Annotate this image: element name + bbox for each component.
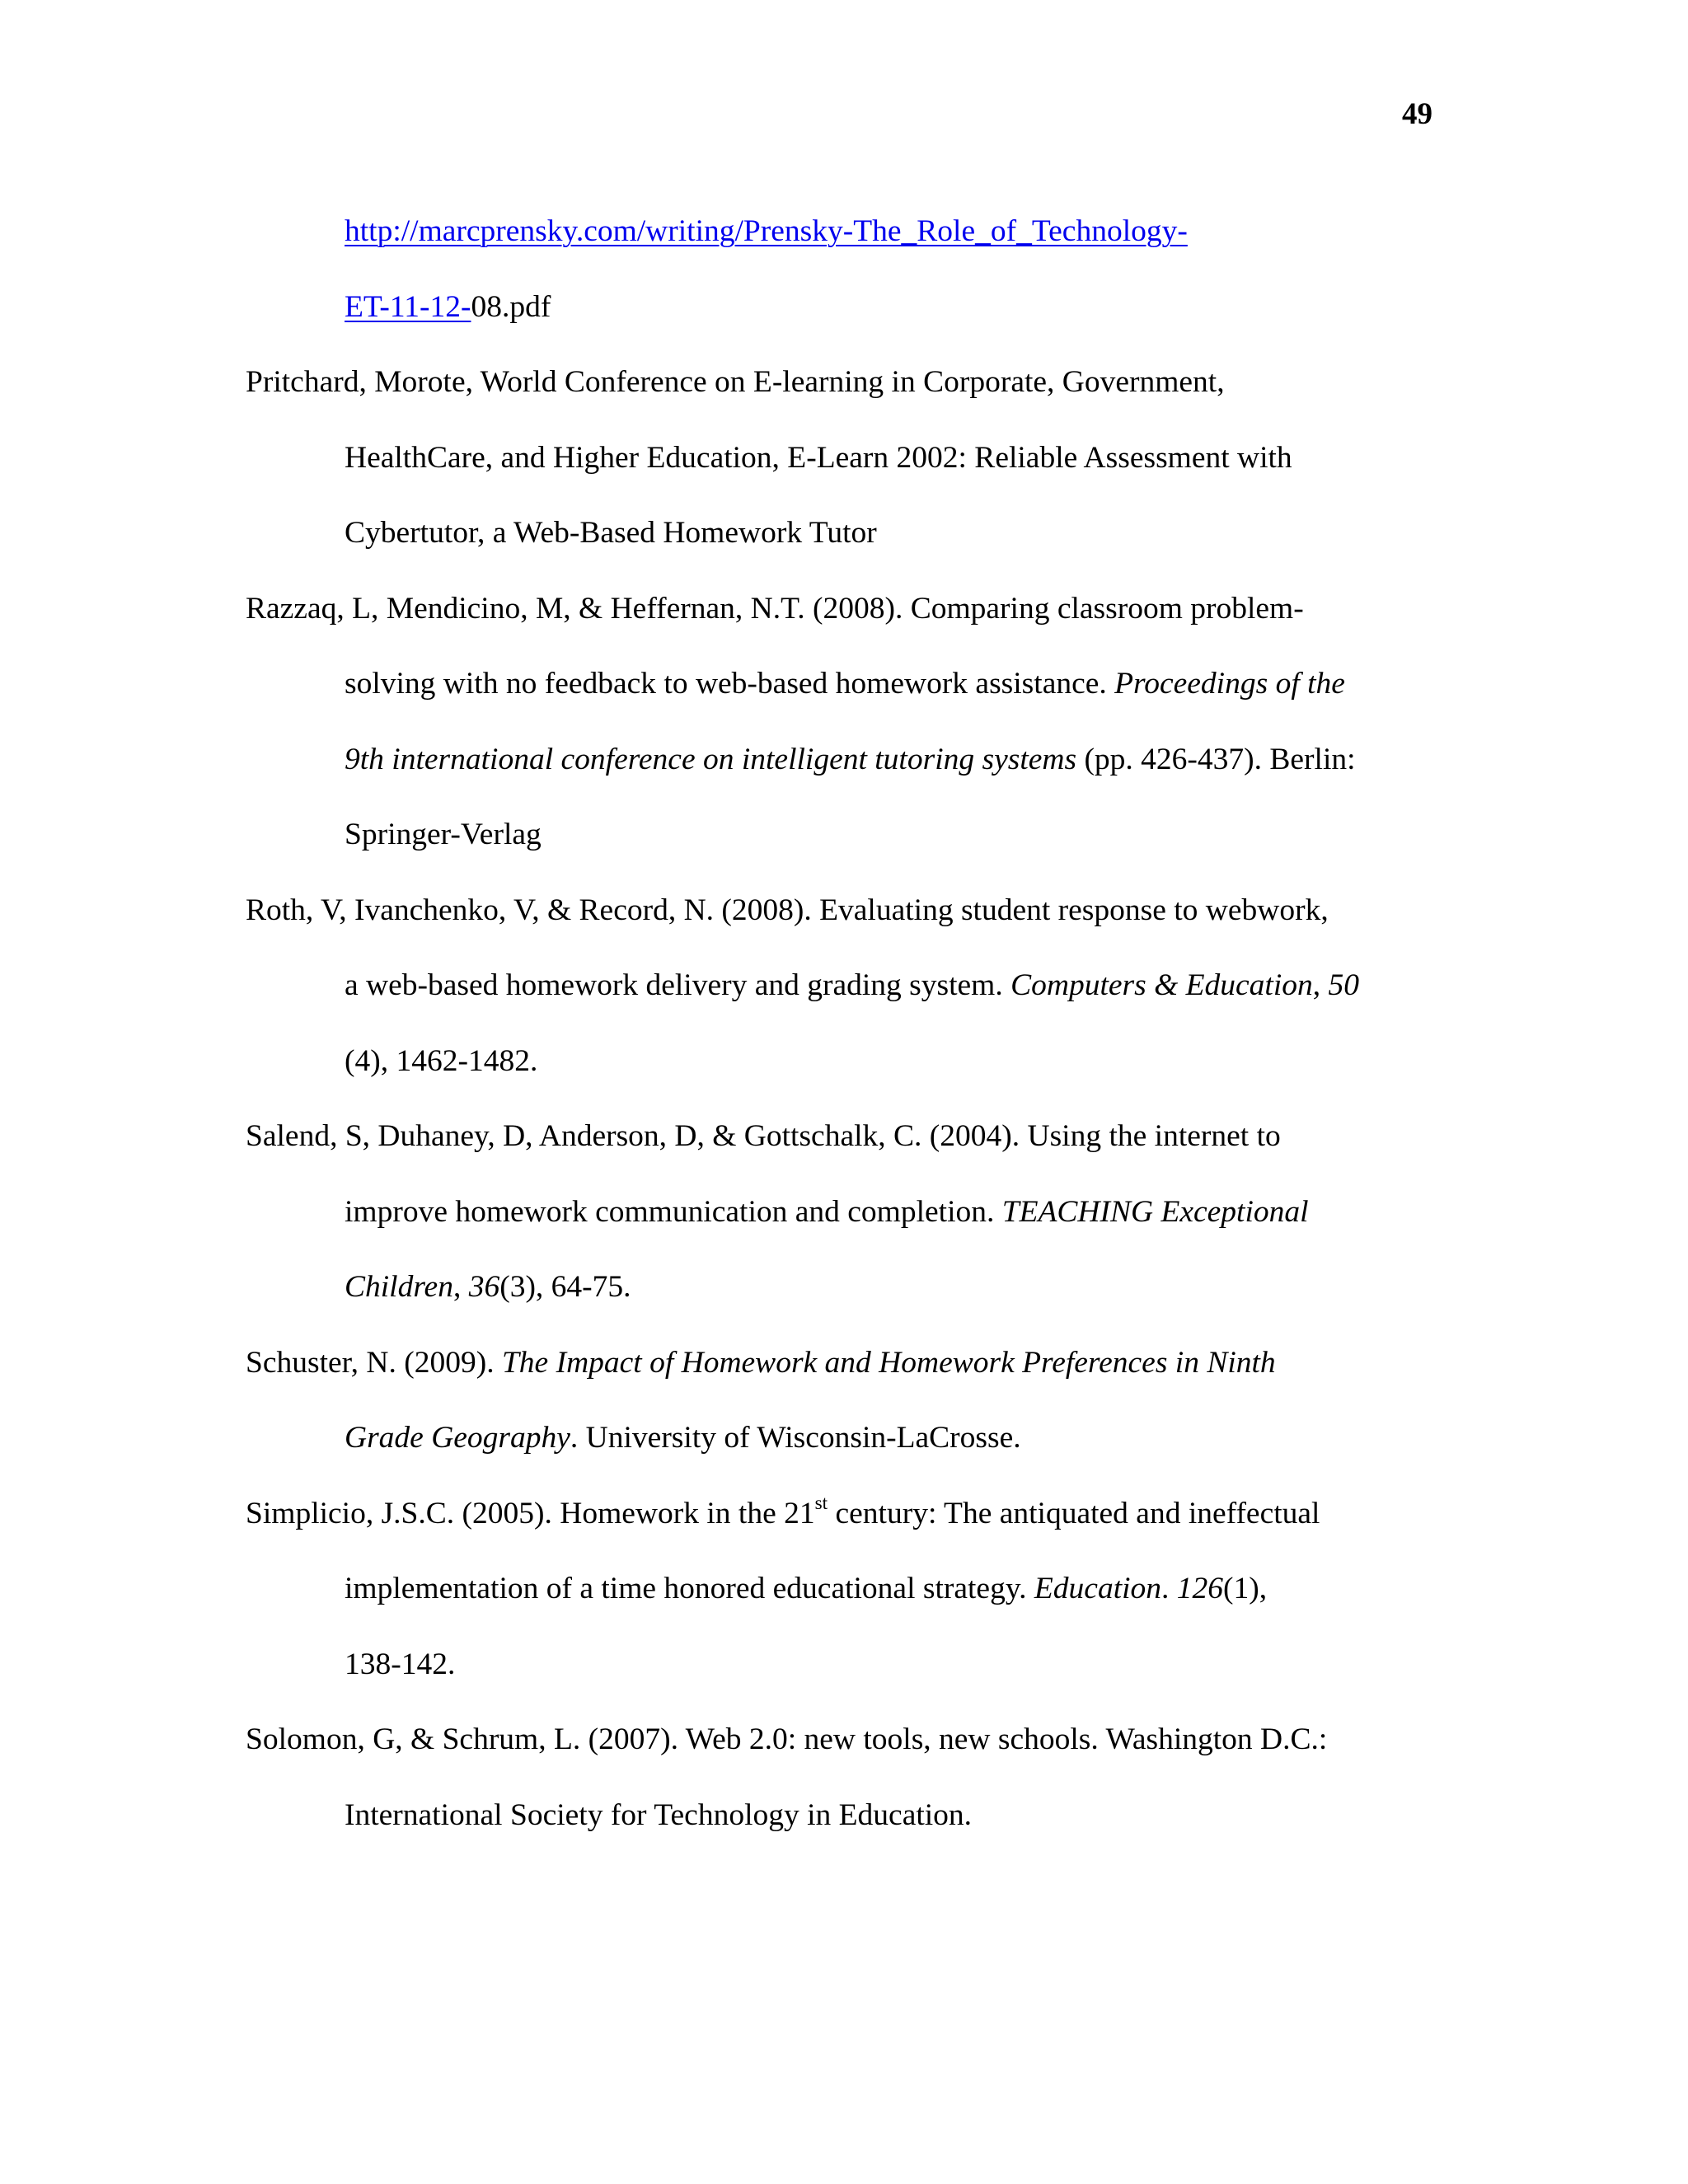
reference-roth bbox=[246, 873, 1449, 1099]
razzaq-text: solving with no feedback to web-based homework assistance. bbox=[345, 667, 1115, 701]
reference-line bbox=[345, 194, 1449, 269]
reference-line bbox=[345, 1551, 1449, 1627]
simplicio-volume: 126 bbox=[1176, 1572, 1224, 1605]
reference-prensky-continuation bbox=[246, 194, 1449, 344]
reference-simplicio bbox=[246, 1476, 1449, 1703]
reference-line bbox=[345, 1249, 1449, 1325]
reference-line: Cybertutor, a Web-Based Homework Tutor bbox=[345, 516, 877, 550]
schuster-author: Schuster, N. (2009). bbox=[246, 1345, 502, 1380]
reference-list bbox=[246, 194, 1449, 1853]
prensky-url-link-continued[interactable]: ET-11-12- bbox=[345, 289, 471, 324]
schuster-title-continued: Grade Geography bbox=[345, 1421, 570, 1455]
reference-line bbox=[345, 722, 1449, 798]
razzaq-proceedings-title-continued: 9th international conference on intelligent tutoring systems bbox=[345, 742, 1077, 776]
schuster-title: The Impact of Homework and Homework Preferences in Ninth bbox=[501, 1345, 1276, 1380]
simplicio-separator: . bbox=[1161, 1572, 1177, 1605]
reference-line bbox=[345, 948, 1449, 1024]
reference-line: Pritchard, Morote, World Conference on E-learning in Corporate, Government, bbox=[246, 365, 1225, 399]
reference-line: Roth, V, Ivanchenko, V, & Record, N. (2008). Evaluating student response to webwork, bbox=[246, 893, 1329, 927]
reference-schuster bbox=[246, 1325, 1449, 1476]
reference-line bbox=[345, 269, 1449, 345]
reference-line bbox=[345, 1400, 1449, 1476]
razzaq-pages: (pp. 426-437). Berlin: bbox=[1076, 742, 1356, 776]
reference-line: 138-142. bbox=[345, 1647, 456, 1681]
reference-line: Salend, S, Duhaney, D, Anderson, D, & Gottschalk, C. (2004). Using the internet to bbox=[246, 1119, 1281, 1153]
reference-line: International Society for Technology in Education. bbox=[345, 1797, 973, 1832]
simplicio-issue: (1), bbox=[1223, 1572, 1268, 1605]
roth-text: a web-based homework delivery and grading system. bbox=[345, 968, 1011, 1002]
salend-journal-title-continued: Children bbox=[345, 1270, 453, 1304]
reference-line: (4), 1462-1482. bbox=[345, 1043, 538, 1078]
reference-line: Solomon, G, & Schrum, L. (2007). Web 2.0: new tools, new schools. Washington D.C.: bbox=[246, 1722, 1328, 1756]
roth-journal-title: Computers & Education bbox=[1010, 968, 1313, 1002]
reference-salend bbox=[246, 1099, 1449, 1325]
reference-pritchard bbox=[246, 344, 1449, 571]
prensky-url-tail: 08.pdf bbox=[471, 289, 551, 324]
reference-line: Springer-Verlag bbox=[345, 818, 542, 851]
simplicio-superscript: st bbox=[814, 1493, 828, 1515]
reference-line bbox=[345, 646, 1449, 722]
salend-journal-title: TEACHING Exceptional bbox=[1001, 1194, 1309, 1229]
simplicio-journal-title: Education bbox=[1034, 1572, 1162, 1605]
reference-line bbox=[246, 1325, 1449, 1401]
roth-separator: , bbox=[1312, 968, 1329, 1002]
reference-line bbox=[345, 1174, 1449, 1250]
roth-volume: 50 bbox=[1328, 968, 1360, 1002]
simplicio-text: Simplicio, J.S.C. (2005). Homework in the 21 bbox=[246, 1496, 815, 1530]
reference-razzaq bbox=[246, 571, 1449, 873]
reference-solomon bbox=[246, 1702, 1449, 1853]
reference-line: Razzaq, L, Mendicino, M, & Heffernan, N.T. (2008). Comparing classroom problem- bbox=[246, 591, 1304, 626]
salend-text: improve homework communication and completion. bbox=[345, 1194, 1002, 1229]
salend-separator: , bbox=[452, 1270, 469, 1304]
razzaq-proceedings-title: Proceedings of the bbox=[1114, 667, 1345, 701]
reference-line: HealthCare, and Higher Education, E-Learn 2002: Reliable Assessment with bbox=[345, 440, 1292, 475]
schuster-publisher: . University of Wisconsin-LaCrosse. bbox=[570, 1421, 1021, 1455]
salend-pages: (3), 64-75. bbox=[499, 1270, 631, 1304]
simplicio-text-continued: century: The antiquated and ineffectual bbox=[828, 1496, 1320, 1530]
reference-line bbox=[246, 1476, 1449, 1552]
page-number: 49 bbox=[1402, 97, 1432, 131]
salend-volume: 36 bbox=[468, 1270, 500, 1304]
prensky-url-link[interactable]: http://marcprensky.com/writing/Prensky-The_Role_of_Technology- bbox=[345, 214, 1188, 248]
simplicio-text-2: implementation of a time honored educational strategy. bbox=[345, 1572, 1034, 1605]
